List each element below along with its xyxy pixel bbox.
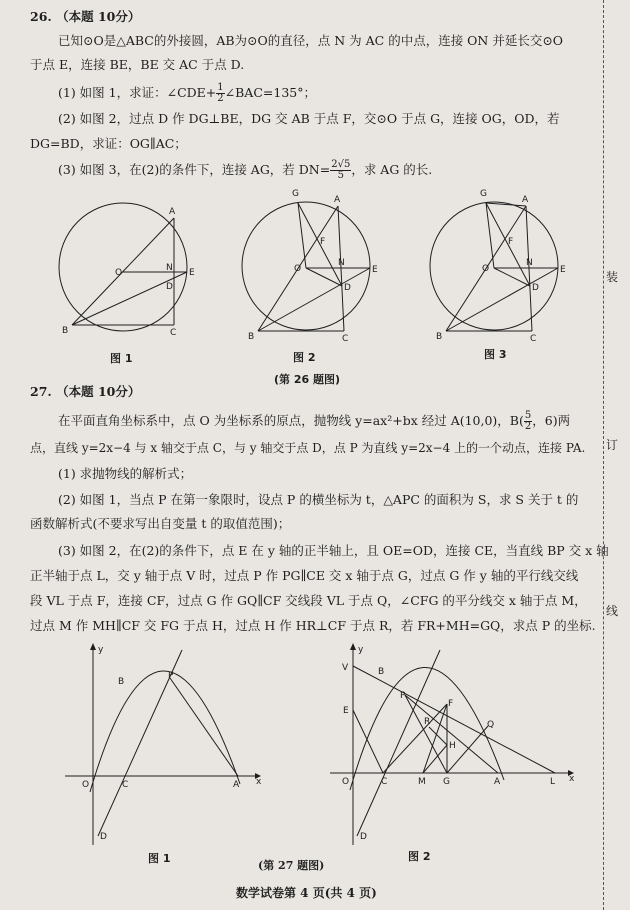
page-footer: 数学试卷第 4 页(共 4 页) bbox=[236, 886, 377, 900]
frac-num: 1 bbox=[217, 82, 224, 93]
label-o: O bbox=[294, 264, 302, 274]
q27-heading bbox=[30, 384, 140, 400]
label-g: G bbox=[480, 189, 487, 199]
q27-intro-line1 bbox=[58, 411, 570, 432]
frac-den: 2 bbox=[217, 93, 224, 104]
label-x: x bbox=[256, 777, 262, 787]
q26-part1-text: (1) 如图 1，求证：∠CDE+ bbox=[58, 85, 217, 100]
binding-mark-ding: 订 bbox=[605, 438, 618, 452]
line-ce bbox=[353, 710, 383, 773]
q27-figure1 bbox=[60, 640, 270, 875]
label-c: C bbox=[122, 780, 129, 790]
label-p: P bbox=[168, 671, 174, 681]
line-od bbox=[494, 268, 530, 286]
label-a: A bbox=[169, 207, 176, 217]
fig1-caption: 图 1 bbox=[110, 352, 133, 365]
q27-intro-tail: ，6)两 bbox=[532, 413, 571, 428]
q26-score: （本题 10分） bbox=[56, 9, 141, 24]
line-og bbox=[298, 203, 306, 268]
label-o: O bbox=[482, 264, 490, 274]
label-o: O bbox=[82, 780, 90, 790]
label-q: Q bbox=[487, 720, 495, 730]
q26-part3-text: (3) 如图 3，在(2)的条件下，连接 AG，若 DN= bbox=[58, 162, 331, 177]
q26-figure3 bbox=[424, 186, 574, 366]
label-c: C bbox=[342, 334, 349, 344]
q27-part1: (1) 求抛物线的解析式； bbox=[58, 466, 193, 481]
q27-part3-line3: 段 VL 于点 F，连接 CF，过点 G 作 GQ∥CF 交线段 VL 于点 Q，∠CFG 的平分线交 x 轴于点 M， bbox=[30, 593, 587, 608]
label-e: E bbox=[343, 706, 349, 716]
frac-num: 5 bbox=[524, 410, 532, 421]
q27-part2-line2: 函数解析式(不要求写出自变量 t 的取值范围)； bbox=[30, 516, 291, 531]
label-h: H bbox=[449, 741, 456, 751]
parabola bbox=[90, 671, 240, 792]
q27-number: 27. bbox=[30, 384, 52, 399]
q26-part3-tail: ，求 AG 的长. bbox=[351, 162, 433, 177]
q26-part1 bbox=[58, 83, 316, 104]
frac-den: 2 bbox=[524, 421, 532, 432]
label-n: N bbox=[166, 263, 173, 273]
line-be bbox=[72, 272, 187, 325]
label-d: D bbox=[166, 282, 173, 292]
q27-part3-line4: 过点 M 作 MH∥CF 交 FG 于点 H，过点 H 作 HR⊥CF 于点 R，若 FR+MH=GQ，求点 P 的坐标. bbox=[30, 618, 596, 633]
fig3-caption: 图 3 bbox=[484, 348, 507, 361]
label-c: C bbox=[530, 334, 537, 344]
label-p: P bbox=[400, 691, 406, 701]
label-x: x bbox=[569, 774, 575, 784]
q26-intro-line1: 已知⊙O是△ABC的外接圆，AB为⊙O的直径，点 N 为 AC 的中点，连接 ON 并延长交⊙O bbox=[58, 33, 564, 48]
label-a: A bbox=[494, 777, 501, 787]
q26-intro-line2: 于点 E，连接 BE，BE 交 AC 于点 D. bbox=[30, 57, 245, 72]
q27-intro-fraction bbox=[524, 411, 532, 432]
fig2-caption: 图 2 bbox=[408, 850, 431, 863]
q27-intro-text: 在平面直角坐标系中，点 O 为坐标系的原点，抛物线 y=ax²+bx 经过 A(10,0)，B( bbox=[58, 413, 524, 428]
q26-heading bbox=[30, 9, 140, 25]
q27-figures-caption: (第 27 题图) bbox=[258, 859, 325, 872]
q26-part2-line1: (2) 如图 2，过点 D 作 DG⊥BE，DG 交 AB 于点 F，交⊙O 于点 G，连接 OG，OD，若 bbox=[58, 111, 560, 126]
line-be bbox=[258, 268, 370, 331]
label-l: L bbox=[550, 777, 556, 787]
label-e: E bbox=[189, 268, 195, 278]
q26-number: 26. bbox=[30, 9, 52, 24]
line-fm bbox=[423, 704, 447, 773]
q27-intro-line2: 点，直线 y=2x−4 与 x 轴交于点 C，与 y 轴交于点 D，点 P 为直线 y=2x−4 上的一个动点，连接 PA. bbox=[30, 441, 586, 455]
q27-figure2 bbox=[320, 640, 585, 870]
q27-part2-line1: (2) 如图 1，当点 P 在第一象限时，设点 P 的横坐标为 t，△APC 的面积为 S，求 S 关于 t 的 bbox=[58, 492, 579, 507]
label-n: N bbox=[338, 258, 345, 268]
binding-mark-xian: 线 bbox=[605, 604, 618, 618]
label-d: D bbox=[532, 283, 539, 293]
binding-mark-zhuang: 装 bbox=[605, 270, 618, 284]
label-m: M bbox=[418, 777, 426, 787]
y-axis-arrow bbox=[350, 643, 356, 650]
label-y: y bbox=[358, 645, 364, 655]
line-vl bbox=[353, 666, 555, 773]
line-od bbox=[306, 268, 342, 286]
label-a: A bbox=[233, 780, 240, 790]
label-o: O bbox=[342, 777, 350, 787]
label-b: B bbox=[62, 326, 69, 336]
fig2-caption: 图 2 bbox=[293, 351, 316, 364]
label-c: C bbox=[381, 777, 388, 787]
frac-den: 5 bbox=[337, 170, 344, 181]
label-b: B bbox=[118, 677, 125, 687]
label-d: D bbox=[100, 832, 107, 842]
q27-score: （本题 10分） bbox=[56, 384, 141, 399]
label-g: G bbox=[443, 777, 450, 787]
label-b: B bbox=[248, 332, 255, 342]
label-y: y bbox=[98, 645, 104, 655]
label-f: F bbox=[508, 237, 514, 247]
line-og bbox=[486, 203, 494, 268]
q27-part3-line1: (3) 如图 2，在(2)的条件下，点 E 在 y 轴的正半轴上，且 OE=OD，连接 CE，当直线 BP 交 x 轴 bbox=[58, 543, 609, 558]
label-b: B bbox=[378, 667, 385, 677]
q26-figure1 bbox=[48, 192, 198, 367]
label-a: A bbox=[334, 195, 341, 205]
label-d: D bbox=[344, 283, 351, 293]
label-c: C bbox=[170, 328, 177, 338]
label-e: E bbox=[372, 265, 378, 275]
line-pg bbox=[405, 695, 447, 773]
q26-figure2 bbox=[236, 186, 386, 386]
label-f: F bbox=[320, 237, 326, 247]
line-cd bbox=[357, 650, 440, 836]
parabola bbox=[350, 667, 504, 790]
label-o: O bbox=[115, 268, 123, 278]
label-b: B bbox=[436, 332, 443, 342]
label-g: G bbox=[292, 189, 299, 199]
y-axis-arrow bbox=[90, 643, 96, 650]
line-mh bbox=[423, 745, 447, 773]
q26-figures-caption: (第 26 题图) bbox=[274, 373, 341, 386]
q26-part3 bbox=[58, 160, 432, 181]
binding-line bbox=[603, 0, 624, 910]
q26-part2-line2: DG=BD，求证：OG∥AC； bbox=[30, 136, 187, 151]
label-v: V bbox=[342, 663, 349, 673]
label-a: A bbox=[522, 195, 529, 205]
fig1-caption: 图 1 bbox=[148, 852, 171, 865]
label-f: F bbox=[448, 699, 454, 709]
q26-part1-fraction bbox=[216, 83, 224, 104]
label-n: N bbox=[526, 258, 533, 268]
label-r: R bbox=[424, 717, 431, 727]
frac-num: 2√5 bbox=[331, 159, 351, 170]
label-d: D bbox=[360, 832, 367, 842]
q26-part3-fraction bbox=[330, 160, 351, 181]
q26-part1-tail: ∠BAC=135°； bbox=[224, 85, 316, 100]
q27-part3-line2: 正半轴于点 L，交 y 轴于点 V 时，过点 P 作 PG∥CE 交 x 轴于点 G，过点 G 作 y 轴的平行线交线 bbox=[30, 568, 579, 583]
label-e: E bbox=[560, 265, 566, 275]
line-be bbox=[446, 268, 558, 331]
line-pa bbox=[170, 678, 238, 776]
